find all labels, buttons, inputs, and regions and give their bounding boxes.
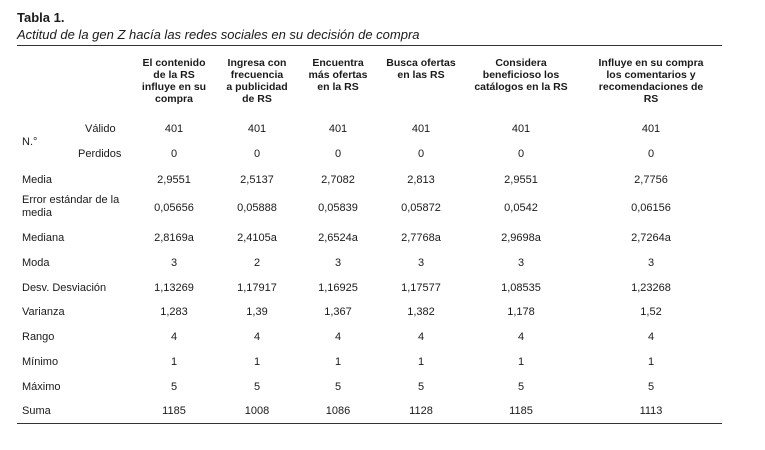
table-cell: 2,9551 xyxy=(157,174,191,186)
table-cell: 0 xyxy=(417,148,425,160)
table-cell: 2 xyxy=(253,257,261,269)
table-cell: 2,9551 xyxy=(504,174,538,186)
table-cell: 5 xyxy=(417,381,425,393)
table-cell: 401 xyxy=(164,123,184,135)
table-cell: 4 xyxy=(517,331,525,343)
table-cell: 5 xyxy=(334,381,342,393)
table-cell: 1 xyxy=(170,356,178,368)
table-cell: 2,8169a xyxy=(154,232,194,244)
table-cell: 3 xyxy=(647,257,655,269)
table-cell: 2,7264a xyxy=(631,232,671,244)
column-header: Ingresa con frecuencia a publicidad de RS xyxy=(226,57,288,105)
row-label: Perdidos xyxy=(78,148,122,160)
column-header: Considera beneficioso los catálogos en la RS xyxy=(474,57,568,93)
table-cell: 3 xyxy=(170,257,178,269)
table-cell: 2,5137 xyxy=(240,174,274,186)
table-cell: 4 xyxy=(334,331,342,343)
row-label: Válido xyxy=(85,123,116,135)
table-cell: 1 xyxy=(334,356,342,368)
table-cell: 1,367 xyxy=(324,306,352,318)
table-cell: 1 xyxy=(253,356,261,368)
table-cell: 4 xyxy=(253,331,261,343)
table-cell: 1,39 xyxy=(246,306,268,318)
column-header: Busca ofertas en las RS xyxy=(386,57,456,81)
table-cell: 2,813 xyxy=(407,174,435,186)
table-cell: 2,6524a xyxy=(318,232,358,244)
table-cell: 0,05656 xyxy=(154,202,194,214)
table-cell: 4 xyxy=(647,331,655,343)
table-cell: 3 xyxy=(334,257,342,269)
table-cell: 0,05872 xyxy=(401,202,441,214)
table-cell: 1,13269 xyxy=(154,282,194,294)
table-cell: 0,0542 xyxy=(504,202,538,214)
table-cell: 2,7082 xyxy=(321,174,355,186)
table-cell: 401 xyxy=(511,123,531,135)
table-subtitle: Actitud de la gen Z hacía las redes sociales en su decisión de compra xyxy=(17,27,420,42)
row-label: Rango xyxy=(22,331,55,343)
table-cell: 0 xyxy=(253,148,261,160)
table-cell: 5 xyxy=(517,381,525,393)
table-cell: 0,06156 xyxy=(631,202,671,214)
table-cell: 1113 xyxy=(639,405,663,417)
table-cell: 1128 xyxy=(409,405,433,417)
table-cell: 4 xyxy=(170,331,178,343)
table-cell: 1,08535 xyxy=(501,282,541,294)
table-cell: 0,05839 xyxy=(318,202,358,214)
table-cell: 1,16925 xyxy=(318,282,358,294)
row-label: Media xyxy=(22,174,52,186)
row-label: Desv. Desviación xyxy=(22,282,107,294)
column-header: El contenido de la RS influye en su compra xyxy=(141,57,207,105)
table-cell: 1,23268 xyxy=(631,282,671,294)
row-label: Máximo xyxy=(22,381,61,393)
row-label: Suma xyxy=(22,405,51,417)
n-label: N.° xyxy=(22,136,38,148)
table-cell: 1185 xyxy=(162,405,186,417)
table-cell: 0,05888 xyxy=(237,202,277,214)
table-cell: 1 xyxy=(417,356,425,368)
row-label: Varianza xyxy=(22,306,65,318)
row-label: Mínimo xyxy=(22,356,59,368)
table-cell: 401 xyxy=(328,123,348,135)
table-cell: 1008 xyxy=(244,405,270,417)
table-cell: 1,382 xyxy=(407,306,435,318)
table-cell: 1,17917 xyxy=(237,282,277,294)
table-cell: 0 xyxy=(334,148,342,160)
table-cell: 401 xyxy=(411,123,431,135)
table-cell: 0 xyxy=(170,148,178,160)
bottom-rule xyxy=(17,423,722,424)
table-cell: 5 xyxy=(170,381,178,393)
table-cell: 2,7756 xyxy=(634,174,668,186)
table-cell: 0 xyxy=(647,148,655,160)
table-cell: 1185 xyxy=(509,405,533,417)
column-header: Influye en su compra los comentarios y recomendaciones de RS xyxy=(598,57,704,105)
table-cell: 401 xyxy=(641,123,661,135)
table-cell: 5 xyxy=(647,381,655,393)
table-cell: 2,9698a xyxy=(501,232,541,244)
table-title: Tabla 1. xyxy=(17,10,65,25)
table-cell: 1,283 xyxy=(160,306,188,318)
table-cell: 2,7768a xyxy=(401,232,441,244)
table-cell: 1,178 xyxy=(507,306,535,318)
table-cell: 3 xyxy=(517,257,525,269)
table-cell: 3 xyxy=(417,257,425,269)
table-cell: 1 xyxy=(647,356,655,368)
row-label: Mediana xyxy=(22,232,65,244)
table-cell: 4 xyxy=(417,331,425,343)
row-label: Moda xyxy=(22,257,50,269)
table-cell: 2,4105a xyxy=(237,232,277,244)
table-cell: 1,52 xyxy=(640,306,662,318)
table-cell: 1086 xyxy=(325,405,351,417)
table-cell: 0 xyxy=(517,148,525,160)
column-header: Encuentra más ofertas en la RS xyxy=(308,57,368,93)
table-cell: 5 xyxy=(253,381,261,393)
table-cell: 1,17577 xyxy=(401,282,441,294)
row-label: Error estándar de la media xyxy=(22,194,120,219)
top-rule xyxy=(17,45,722,46)
table-cell: 1 xyxy=(517,356,525,368)
table-cell: 401 xyxy=(247,123,267,135)
